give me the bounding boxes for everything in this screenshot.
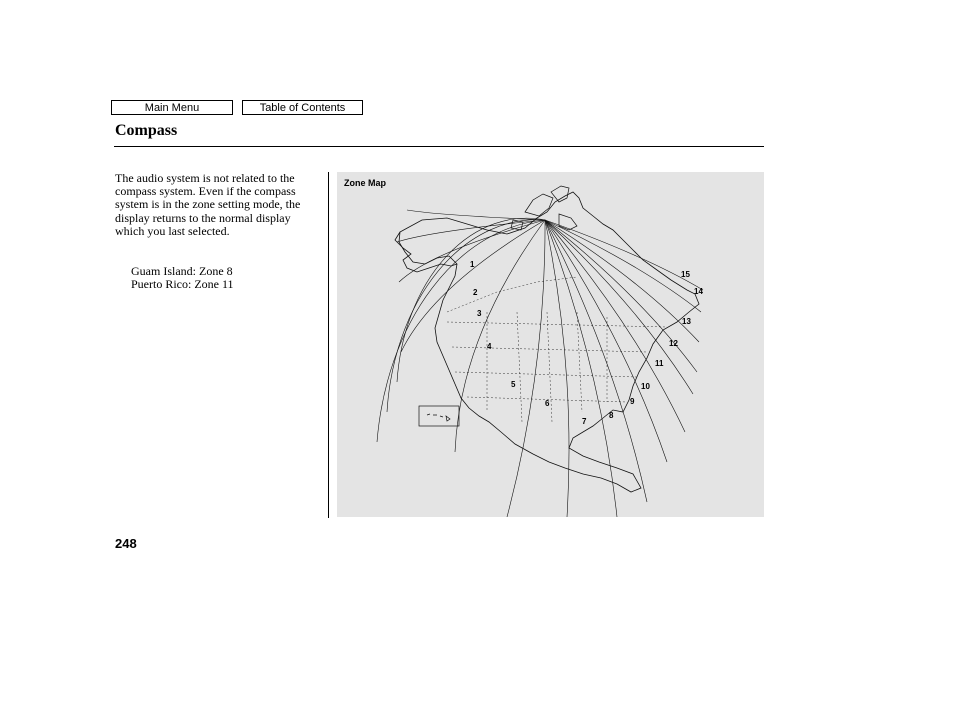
- zone-line: [455, 220, 545, 452]
- zone-label-7: 7: [582, 417, 587, 426]
- page-title: Compass: [115, 122, 178, 139]
- alaska-outline: [395, 232, 457, 272]
- zone-line: [545, 220, 699, 342]
- zone-label-6: 6: [545, 399, 550, 408]
- zone-label-9: 9: [630, 397, 635, 406]
- zone-line: [401, 220, 545, 352]
- zone-line: [545, 220, 693, 394]
- zone-line: [545, 220, 569, 517]
- table-of-contents-button[interactable]: Table of Contents: [242, 100, 363, 115]
- zone-map-figure: [337, 172, 764, 517]
- zone-label-12: 12: [669, 339, 678, 348]
- zone-line: [407, 210, 545, 220]
- page-number: 248: [115, 536, 137, 551]
- zone-label-11: 11: [655, 359, 664, 368]
- zone-label-4: 4: [487, 342, 492, 351]
- figure-caption: Zone Map: [344, 178, 386, 188]
- column-divider: [328, 172, 329, 518]
- zone-line: [545, 220, 701, 312]
- zone-label-3: 3: [477, 309, 482, 318]
- zone-arc: [387, 220, 545, 412]
- zone-label-13: 13: [682, 317, 691, 326]
- note-puerto-rico: Puerto Rico: Zone 11: [131, 277, 234, 291]
- main-menu-button[interactable]: Main Menu: [111, 100, 233, 115]
- body-paragraph: The audio system is not related to the compass system. Even if the compass system is in the zone setting mode, the display returns to the normal display which you last selected.: [115, 171, 301, 238]
- zone-map-svg: [337, 172, 764, 517]
- hawaii-inset: [419, 406, 459, 426]
- arctic-islands-outline: [511, 186, 577, 230]
- note-guam: Guam Island: Zone 8: [131, 264, 233, 278]
- zone-label-14: 14: [694, 287, 703, 296]
- zone-arc: [377, 220, 545, 442]
- zone-labels: [470, 260, 703, 426]
- zone-line: [545, 220, 697, 372]
- zone-label-15: 15: [681, 270, 690, 279]
- zone-arc: [397, 218, 545, 382]
- zone-line: [545, 220, 667, 462]
- zone-label-8: 8: [609, 411, 614, 420]
- zone-label-2: 2: [473, 288, 478, 297]
- zone-line: [545, 220, 703, 290]
- zone-line: [507, 220, 545, 517]
- title-divider: [114, 146, 764, 147]
- zone-line: [399, 220, 545, 282]
- zone-label-5: 5: [511, 380, 516, 389]
- north-america-outline: [399, 192, 699, 492]
- zone-label-10: 10: [641, 382, 650, 391]
- zone-label-1: 1: [470, 260, 475, 269]
